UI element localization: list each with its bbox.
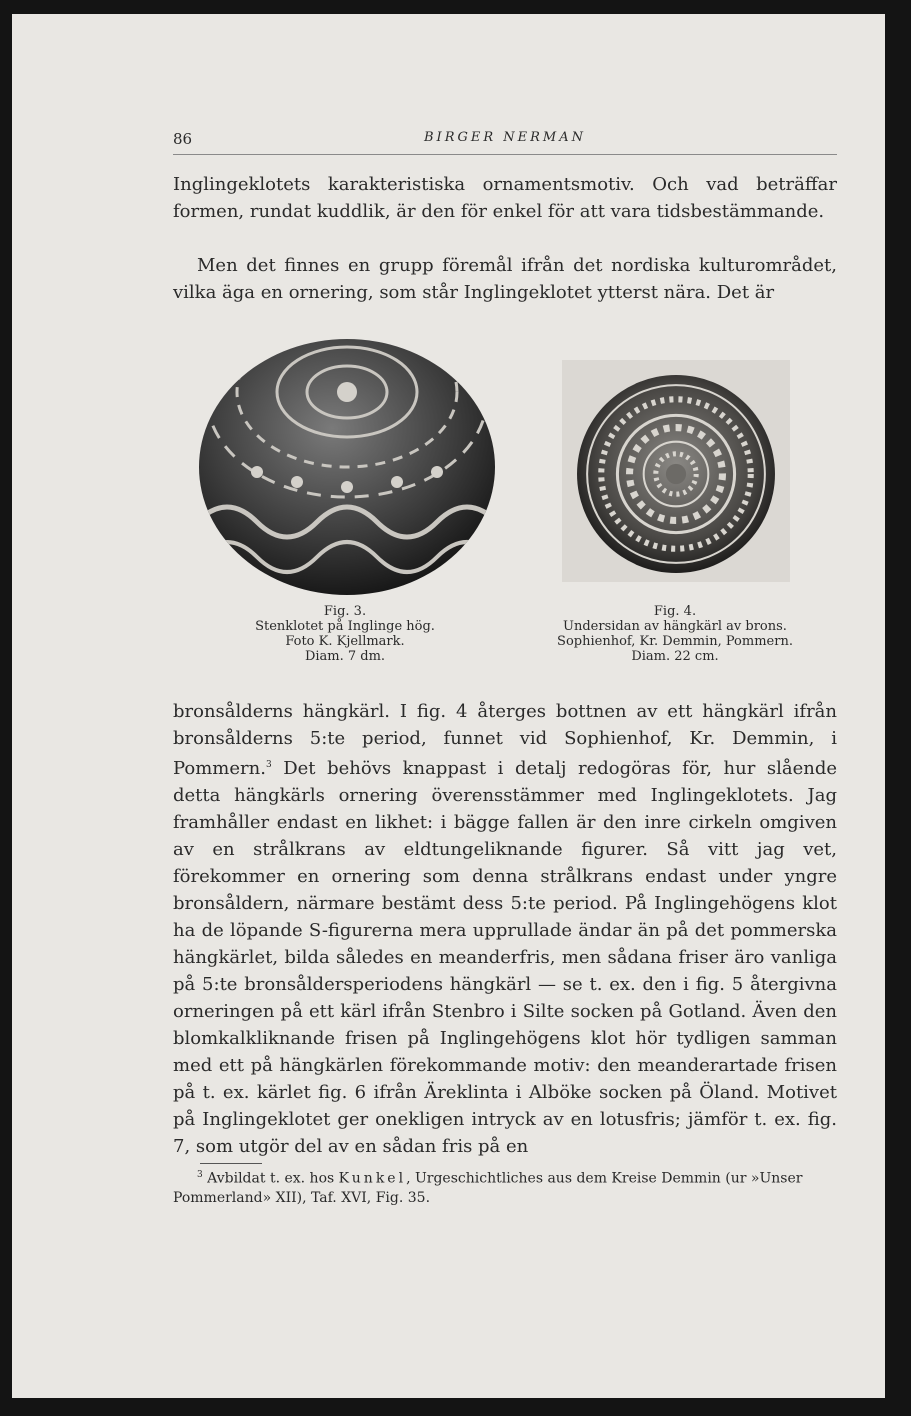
figure-3-stone-ball-image xyxy=(197,322,497,602)
figure-4-vessel-image xyxy=(575,373,777,575)
figure-3-credit: Foto K. Kjellmark. xyxy=(285,634,405,649)
paragraph-3-part-a: bronsålderns hängkärl. I fig. 4 återges bottnen av ett hängkärl ifrån bronsålderns 5:te period, funnet vid Sophienhof, Kr. Demmin, i Pommern. xyxy=(173,701,837,779)
footnote-text-b: , Urgeschichtliches aus dem Kreise Demmin (ur »Unser Pommerland» XII), Taf. XVI, Fig. 35. xyxy=(173,1170,803,1206)
page-header xyxy=(173,128,837,155)
figure-4-title: Undersidan av hängkärl av brons. xyxy=(563,619,787,634)
footnote-rule xyxy=(200,1163,262,1164)
figure-4-caption xyxy=(510,604,840,664)
figure-4-number: Fig. 4. xyxy=(653,604,697,619)
footnote-mark: 3 xyxy=(197,1170,203,1180)
footnote xyxy=(173,1166,837,1208)
figure-3-number: Fig. 3. xyxy=(323,604,367,619)
paragraph-2: Men det finnes en grupp föremål ifrån det nordiska kulturområdet, vilka äga en ornering, som står Inglingeklotet ytterst nära. Det är xyxy=(173,255,837,303)
figure-3-title: Stenklotet på Inglinge hög. xyxy=(255,619,435,634)
paragraph-3-part-b: Det behövs knappast i detalj redogöras för, hur slående detta hängkärls ornering överensstämmer med Inglingeklotets. Jag framhåller endast en likhet: i bägge fallen är den inre cirkeln omgiven av en strålkrans av eldtungeliknande figurer. Så vitt jag vet, förekommer en ornering som denna strålkrans endast under yngre bronsåldern, närmare bestämt dess 5:te period. På Inglingehögens klot ha de löpande S-figurerna mera upprullade ändar än på det pommerska hängkärlet, bilda således en meanderfris, men sådana friser äro vanliga på 5:te bronsåldersperiodens hängkärl — se t. ex. den i fig. 5 återgivna orneringen på ett kärl ifrån Stenbro i Silte socken på Gotland. Även den blomkalkliknande frisen på Inglingehögens klot hör tydligen samman med ett på hängkärlen förekommande motiv: den meanderartade frisen på t. ex. kärlet fig. 6 ifrån Äreklinta i Alböke socken på Öland. Motivet på Inglingeklotet ger onekligen intryck av en lotusfris; jämför t. ex. fig. 7, som utgör del av en sådan fris på en xyxy=(173,758,837,1157)
figure-4-diameter: Diam. 22 cm. xyxy=(631,649,719,664)
figure-4-location: Sophienhof, Kr. Demmin, Pommern. xyxy=(557,634,793,649)
footnote-author: Kunkel xyxy=(338,1170,407,1187)
footnote-text-a: Avbildat t. ex. hos xyxy=(202,1170,339,1187)
figure-3-caption xyxy=(200,604,490,664)
paragraph-3 xyxy=(173,698,837,1160)
paragraph-1: Inglingeklotets karakteristiska ornamentsmotiv. Och vad beträffar formen, rundat kuddlik, är den för enkel för att vara tidsbestämmande. xyxy=(173,174,837,222)
footnote-reference: 3 xyxy=(265,760,272,770)
page-number: 86 xyxy=(173,130,193,148)
running-head: BIRGER NERMAN xyxy=(424,130,586,145)
figure-3-diameter: Diam. 7 dm. xyxy=(304,649,386,664)
